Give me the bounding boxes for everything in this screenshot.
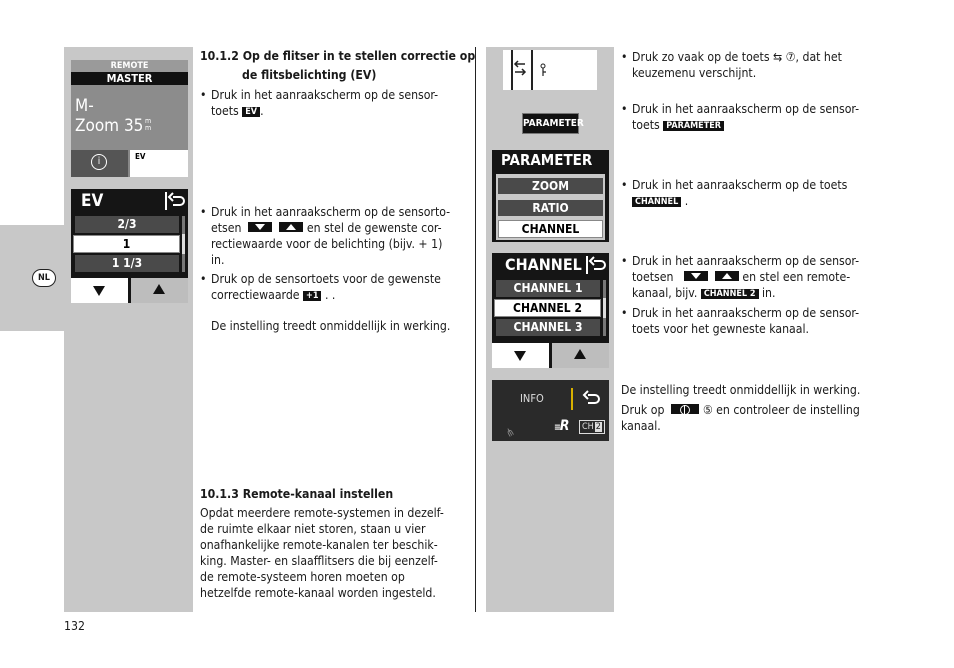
down-arrow-icon bbox=[248, 222, 272, 232]
text-line: keuzemenu verschijnt. bbox=[632, 66, 757, 80]
ev-row-1[interactable]: 2/3 bbox=[75, 216, 179, 233]
ev-screen bbox=[71, 189, 188, 303]
bullet-ch-1 bbox=[621, 49, 842, 81]
channel-row-3[interactable]: CHANNEL 3 bbox=[496, 319, 600, 336]
text-line: king. Master- en slaafflitsers die bij eenzelf- bbox=[200, 554, 438, 568]
ev-title: EV bbox=[81, 191, 104, 211]
ev-tag: EV bbox=[242, 107, 260, 117]
ev-button-label: EV bbox=[135, 152, 146, 161]
text-line: toets bbox=[211, 104, 239, 118]
channel-badge bbox=[579, 420, 605, 434]
channel-title: CHANNEL bbox=[505, 255, 582, 274]
back-icon[interactable] bbox=[165, 192, 187, 210]
bullet-ch-5 bbox=[621, 305, 859, 337]
text-line: Druk op bbox=[621, 403, 665, 417]
parameter-screen bbox=[492, 150, 609, 242]
bullet-ch-2 bbox=[621, 101, 859, 133]
channel-up-button[interactable] bbox=[552, 343, 609, 368]
bullet-ev-1 bbox=[200, 87, 438, 119]
parameter-title: PARAMETER bbox=[501, 151, 593, 169]
text-line: de remote-systeem horen moeten op bbox=[200, 570, 405, 584]
channel-row-1[interactable]: CHANNEL 1 bbox=[496, 280, 600, 297]
text-end: . bbox=[684, 194, 689, 208]
info-label: INFO bbox=[520, 392, 544, 405]
text-line: toetsen bbox=[632, 270, 674, 284]
heading-text: Remote-kanaal instellen bbox=[242, 487, 394, 501]
bullet-ch-4 bbox=[621, 253, 859, 301]
ch-label: CH bbox=[582, 422, 594, 432]
text-line: • Druk in het aanraakscherm op de sensor- bbox=[632, 254, 860, 268]
down-arrow-icon bbox=[684, 271, 708, 281]
device-panel-illustration bbox=[503, 50, 597, 90]
unit-bottom: m bbox=[145, 124, 152, 132]
lang-badge: NL bbox=[32, 269, 56, 287]
info-screen bbox=[492, 380, 609, 441]
device-icon bbox=[503, 50, 597, 90]
text-line: • Druk in het aanraakscherm op de sensor- bbox=[632, 102, 860, 116]
note-immediate: De instelling treedt onmiddellijk in werking. bbox=[211, 319, 451, 333]
mode-text: M- bbox=[75, 96, 94, 116]
heading-line2: de flitsbelichting (EV) bbox=[242, 68, 377, 82]
channel-row-2[interactable]: CHANNEL 2 bbox=[494, 299, 601, 317]
ev-scrollbar[interactable] bbox=[182, 216, 185, 272]
text-line: en stel een remote- bbox=[742, 270, 851, 284]
channel-down-button[interactable] bbox=[492, 343, 549, 368]
back-icon[interactable] bbox=[582, 390, 602, 408]
info-key-icon bbox=[671, 404, 699, 414]
parameter-tag: PARAMETER bbox=[663, 121, 724, 131]
plus1-tag: +1 bbox=[303, 291, 321, 301]
parameter-button[interactable]: PARAMETER bbox=[522, 113, 579, 134]
ev-up-button[interactable] bbox=[131, 278, 188, 303]
divider-accent bbox=[571, 388, 573, 410]
bullet-ch-3 bbox=[621, 177, 847, 209]
text-line: de ruimte elkaar niet storen, staan u vier bbox=[200, 522, 426, 536]
heading-line1: Op de flitser in te stellen correctie op bbox=[242, 49, 476, 63]
text-line: rectiewaarde voor de belichting (bijv. + 1) bbox=[211, 237, 443, 251]
note-ch-1: De instelling treedt onmiddellijk in werking. bbox=[621, 383, 861, 397]
param-zoom[interactable]: ZOOM bbox=[498, 178, 603, 194]
zoom-text: Zoom 35 bbox=[75, 116, 144, 136]
text-line: in. bbox=[761, 286, 776, 300]
note-ch-3: kanaal. bbox=[621, 419, 661, 433]
text-line: kanaal, bijv. bbox=[632, 286, 698, 300]
text-line: • Druk zo vaak op de toets ⇆ ⑦, dat het bbox=[632, 50, 842, 64]
bullet-ev-3 bbox=[200, 271, 441, 303]
page-number: 132 bbox=[64, 619, 85, 633]
section-heading-1012 bbox=[200, 47, 475, 65]
up-arrow-icon bbox=[715, 271, 739, 281]
text-end: . bbox=[260, 104, 264, 118]
remote-label: REMOTE bbox=[71, 60, 188, 72]
ch-number: 2 bbox=[595, 422, 601, 432]
text-line: toets bbox=[632, 118, 660, 132]
param-ratio[interactable]: RATIO bbox=[498, 200, 603, 216]
signal-icon: ⋔ bbox=[503, 424, 517, 441]
param-channel[interactable]: CHANNEL bbox=[498, 220, 603, 238]
text-line: hetzelfde remote-kanaal worden ingesteld. bbox=[200, 586, 436, 600]
channel2-tag: CHANNEL 2 bbox=[701, 289, 759, 299]
text-line: • Druk op de sensortoets voor de gewenste bbox=[211, 272, 441, 286]
text-line: • Druk in het aanraakscherm op de sensor- bbox=[211, 88, 439, 102]
text-line: • Druk in het aanraakscherm op de sensor- bbox=[632, 306, 860, 320]
ev-row-2[interactable]: 1 bbox=[73, 235, 180, 253]
ev-row-3[interactable]: 1 1/3 bbox=[75, 255, 179, 272]
text-line: toets voor het gewneste kanaal. bbox=[632, 322, 809, 336]
text-line: in. bbox=[211, 253, 225, 267]
text-line: Opdat meerdere remote-systemen in dezelf- bbox=[200, 506, 444, 520]
column-divider bbox=[475, 47, 476, 612]
bullet-ev-2 bbox=[200, 204, 450, 268]
text-line: ⑤ en controleer de instelling bbox=[702, 403, 860, 417]
master-label: MASTER bbox=[71, 72, 188, 85]
text-line: onafhankelijke remote-kanalen ter beschik- bbox=[200, 538, 438, 552]
ev-button[interactable] bbox=[130, 150, 188, 177]
text-line: correctiewaarde bbox=[211, 288, 300, 302]
heading-number: 10.1.2 bbox=[200, 49, 239, 63]
info-icon: i bbox=[91, 154, 107, 170]
channel-screen bbox=[492, 253, 609, 368]
text-line: • Druk in het aanraakscherm op de sensorto- bbox=[211, 205, 451, 219]
channel-tag: CHANNEL bbox=[632, 197, 681, 207]
ev-down-button[interactable] bbox=[71, 278, 128, 303]
text-line: en stel de gewenste cor- bbox=[306, 221, 442, 235]
channel-scrollbar[interactable] bbox=[603, 280, 606, 336]
remote-r-icon: ≡R bbox=[554, 418, 570, 434]
up-arrow-icon bbox=[279, 222, 303, 232]
paragraph-channel bbox=[200, 505, 444, 601]
section-heading-1013 bbox=[200, 485, 393, 503]
unit-top: m bbox=[145, 117, 152, 125]
note-ch-2 bbox=[621, 402, 860, 418]
master-screen bbox=[71, 60, 188, 177]
r-letter: R bbox=[559, 418, 570, 434]
text-line: • Druk in het aanraakscherm op de toets bbox=[632, 178, 848, 192]
back-icon[interactable] bbox=[586, 256, 608, 274]
heading-number: 10.1.3 bbox=[200, 487, 239, 501]
info-button[interactable] bbox=[71, 150, 128, 177]
text-end: . . bbox=[324, 288, 336, 302]
text-line: etsen bbox=[211, 221, 242, 235]
